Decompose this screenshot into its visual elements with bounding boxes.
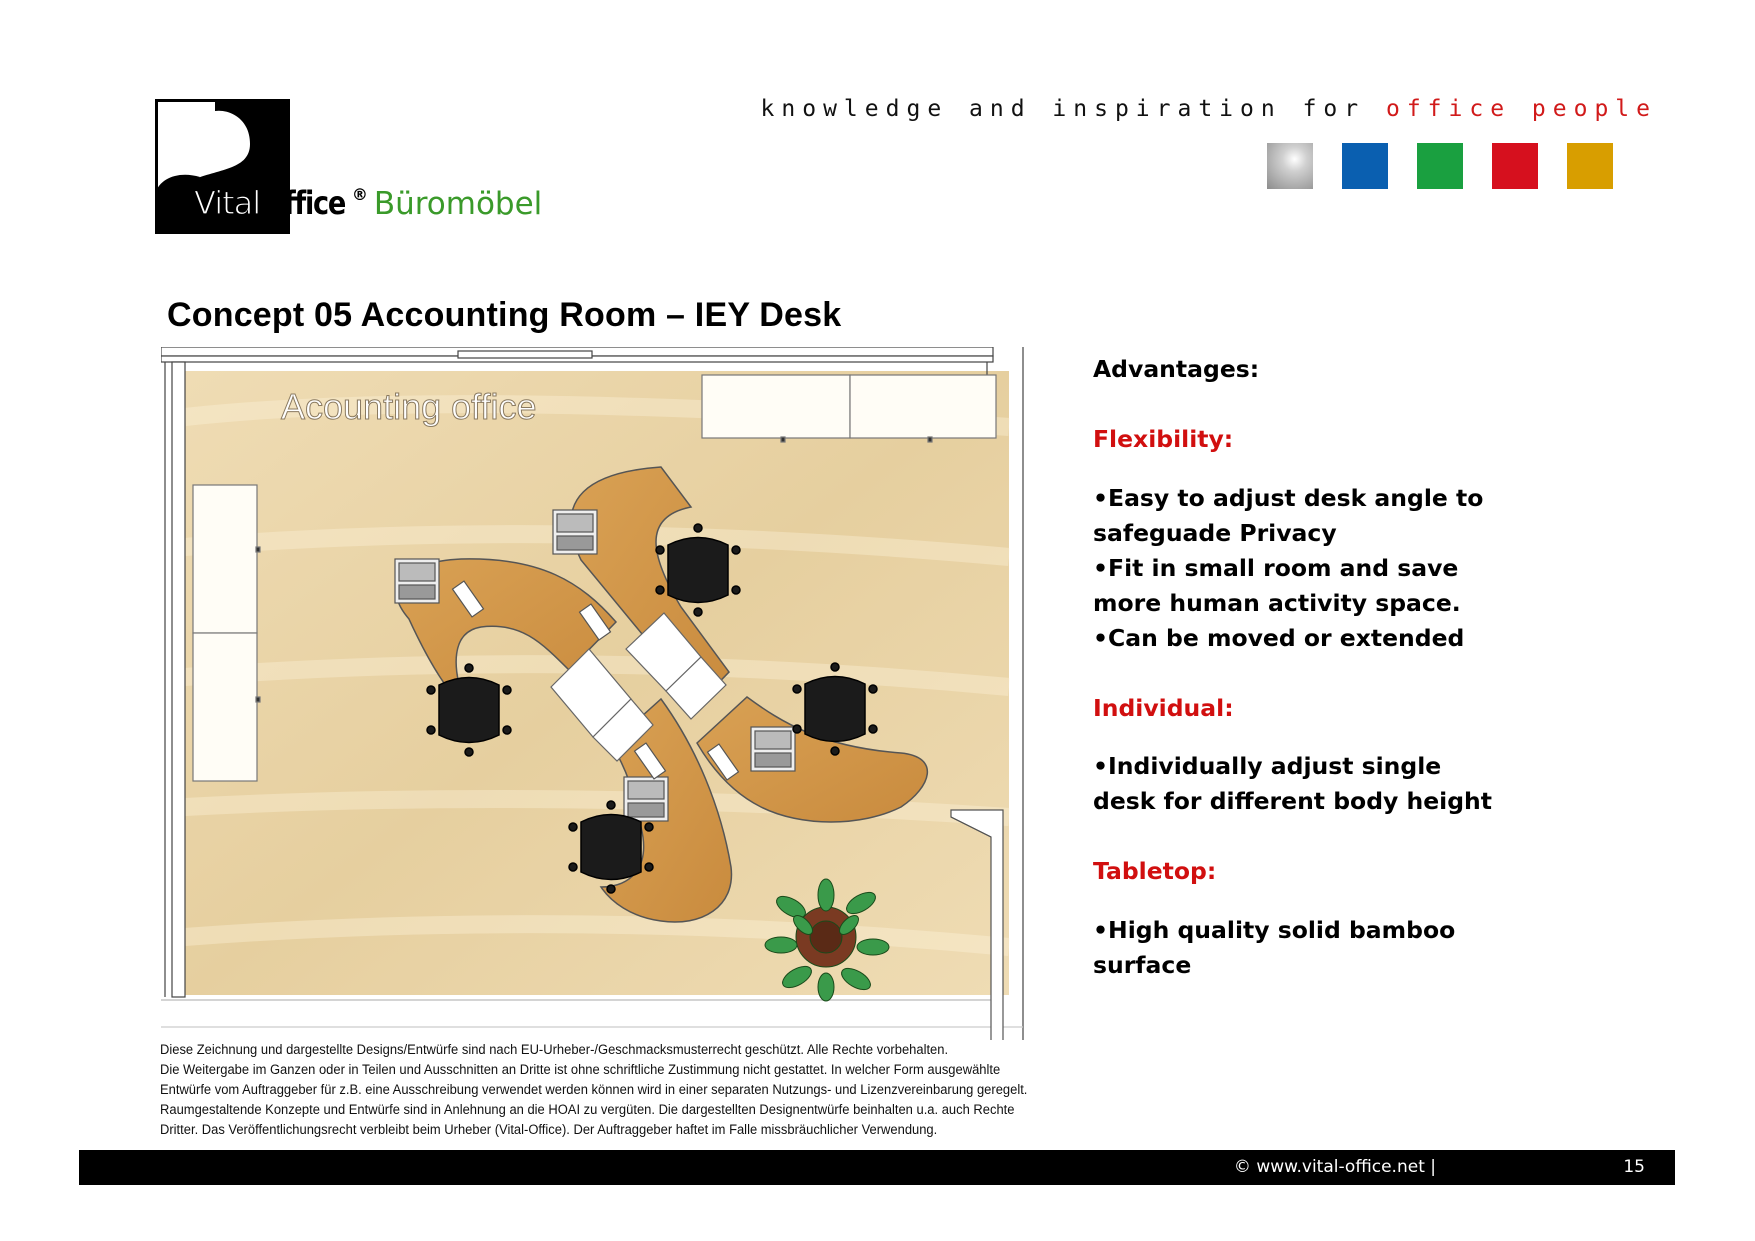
section-title-individual: Individual:: [1093, 693, 1234, 722]
individual-line: •Individually adjust single: [1093, 752, 1442, 780]
disclaimer-line: Raumgestaltende Konzepte und Entwürfe sind in Anlehnung an die HOAI zu vergüten. Die dargestellten Designentwürfe beinhalten u.a. auch Rechte: [160, 1102, 1015, 1117]
footer-bar: [79, 1150, 1675, 1185]
room-label: Acounting office: [281, 386, 537, 427]
page-title: Concept 05 Accounting Room – IEY Desk: [167, 296, 842, 334]
tabletop-line: •High quality solid bamboo: [1093, 915, 1456, 944]
advantages-panel: [1093, 352, 1523, 983]
swatch-silver: [1267, 143, 1313, 189]
tabletop-line: surface: [1093, 950, 1192, 979]
swatch-red: [1492, 143, 1538, 189]
swatch-blue: [1342, 143, 1388, 189]
flexibility-line: more human activity space.: [1093, 588, 1461, 617]
disclaimer-line: Die Weitergabe im Ganzen oder in Teilen und Ausschnitten an Dritte ist ohne schriftliche Zustimmung nicht gestattet. In welcher Form ausgewählte: [160, 1062, 1001, 1077]
flexibility-line: safeguade Privacy: [1093, 518, 1337, 547]
flexibility-line: •Easy to adjust desk angle to: [1093, 483, 1484, 512]
logo-wordmark: [194, 184, 542, 224]
advantages-heading: Advantages:: [1093, 355, 1260, 383]
disclaimer-line: Entwürfe vom Auftraggeber für z.B. eine Ausschreibung verwendet werden können wird in einer separaten Nutzungs- und Lizenzvereinbarung geregelt.: [160, 1082, 1028, 1097]
swatch-green: [1417, 143, 1463, 189]
disclaimer-line: Diese Zeichnung und dargestellte Designs/Entwürfe sind nach EU-Urheber-/Geschmacksmusterrecht geschützt. Alle Rechte vorbehalten.: [160, 1042, 949, 1057]
left-cabinets: [193, 485, 260, 781]
tagline-accent: office people: [1385, 96, 1657, 122]
section-title-flexibility: Flexibility:: [1093, 425, 1234, 453]
logo-suffix: Büromöbel: [373, 186, 543, 222]
copyright-disclaimer: [160, 1040, 1158, 1140]
flexibility-line: •Can be moved or extended: [1093, 623, 1465, 652]
page-number: 15: [1623, 1157, 1645, 1177]
tagline: [761, 96, 1657, 122]
swatch-yellow: [1567, 143, 1613, 189]
logo-registered-mark: ®: [351, 185, 368, 204]
logo-word-office: Office: [262, 184, 346, 222]
plant: [765, 879, 889, 1001]
top-cabinets: [702, 375, 996, 442]
disclaimer-line: Dritter. Das Veröffentlichungsrecht verbleibt beim Urheber (Vital-Office). Der Auftraggeber haftet im Falle missbräuchlicher Verwendung.: [160, 1122, 938, 1137]
color-swatches: [1267, 143, 1613, 189]
flexibility-line: •Fit in small room and save: [1093, 553, 1459, 582]
floor-plan: [161, 347, 1041, 1040]
section-title-tabletop: Tabletop:: [1093, 857, 1217, 885]
individual-line: desk for different body height: [1093, 787, 1493, 815]
tagline-main: knowledge and inspiration for: [760, 96, 1366, 122]
logo-word-vital: Vital: [194, 184, 261, 222]
footer-url[interactable]: © www.vital-office.net |: [1233, 1157, 1436, 1177]
